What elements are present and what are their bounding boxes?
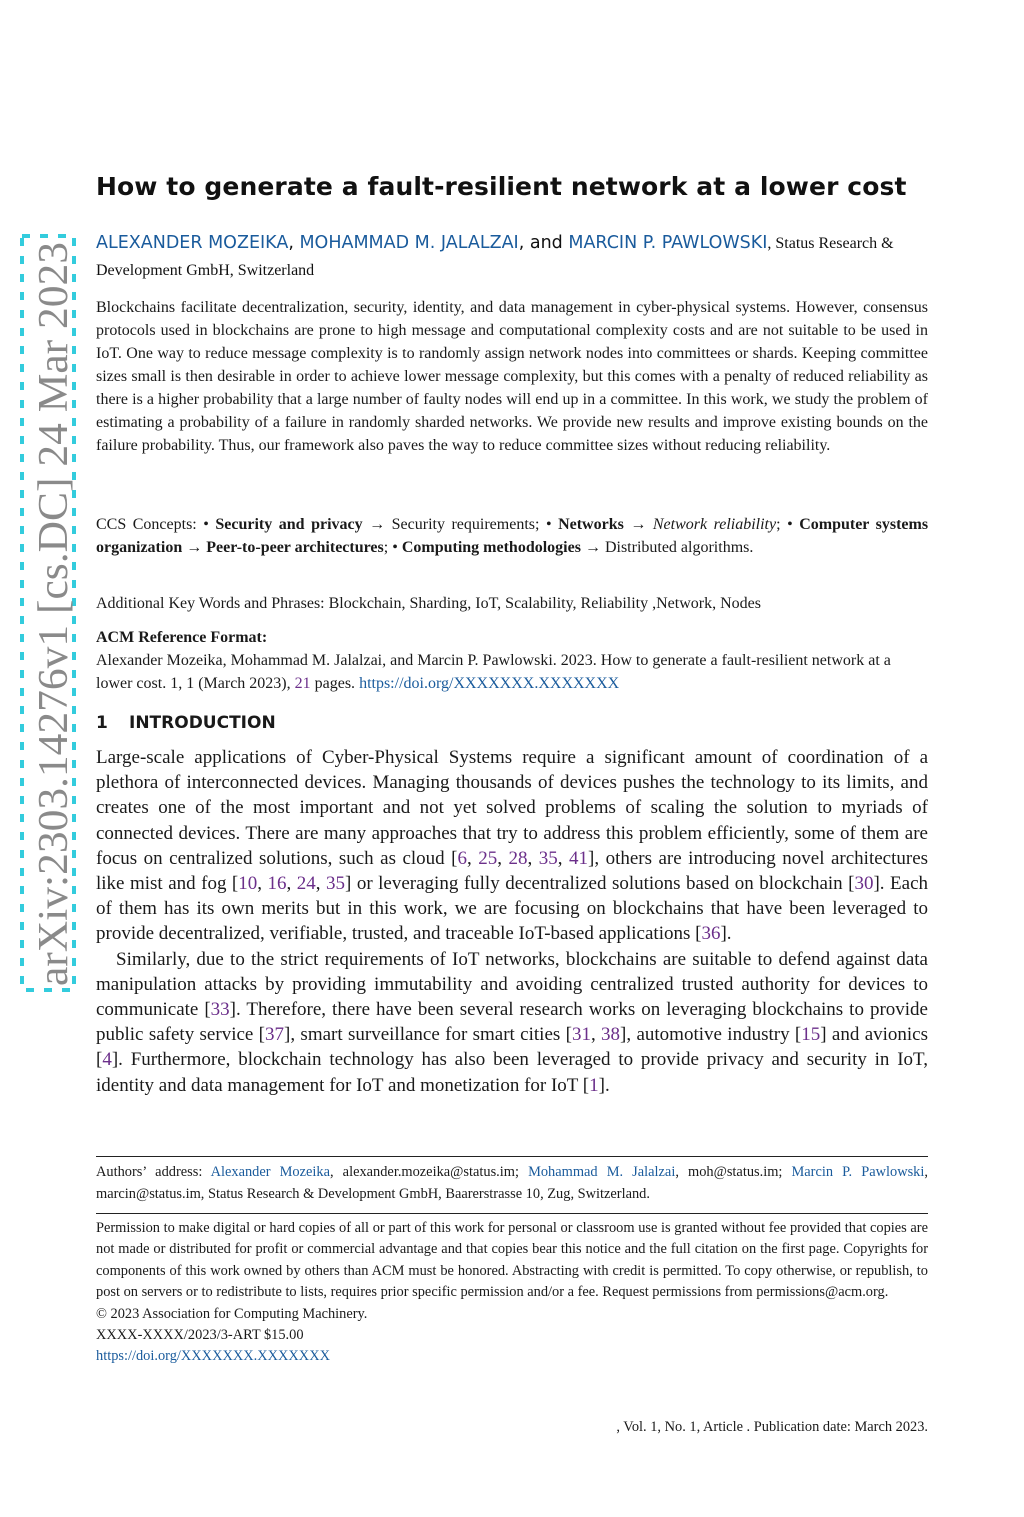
ccs-concept-2: Networks xyxy=(558,516,624,533)
paragraph-text: Similarly, due to the strict requirements of IoT networks, blockchains are suitable to defend against data manipulation attacks by providing immutability and avoiding centralized trusted authority for devices to communicate [ xyxy=(96,948,928,1021)
paragraph-text: ], others are introducing novel architectures like mist and fog [ xyxy=(96,847,929,895)
ccs-text: → xyxy=(623,516,653,533)
citation-link[interactable]: 38 xyxy=(601,1024,621,1046)
citation-link[interactable]: 6 xyxy=(457,847,467,869)
ccs-concept-3: Computer systems organization → Peer-to-peer architectures xyxy=(96,516,929,556)
paper-title: How to generate a fault-resilient network at a lower cost xyxy=(96,172,907,201)
author-list xyxy=(96,230,932,284)
address-text: , moh@status.im; xyxy=(675,1164,792,1180)
ccs-concept-2-sub: Network reliability xyxy=(652,516,777,533)
ccs-concept-1: Security and privacy xyxy=(215,516,363,533)
paragraph-text: ], automotive industry [ xyxy=(620,1024,802,1046)
acm-reference xyxy=(96,626,928,695)
arxiv-stamp xyxy=(12,234,80,994)
arxiv-id-text: arXiv:2303.14276v1 [cs.DC] 24 Mar 2023 xyxy=(30,258,77,986)
section-heading xyxy=(96,713,928,733)
author-separator: , xyxy=(288,233,300,253)
address-text: , alexander.mozeika@status.im; xyxy=(330,1164,529,1180)
address-text: , marcin@status.im, Status Research & Development GmbH, Baarerstrasse 10, Zug, Switzerland. xyxy=(96,1164,928,1202)
authors-address xyxy=(96,1161,928,1205)
paragraph-text: ]. xyxy=(720,923,732,945)
section-number: 1 xyxy=(96,713,108,733)
citation-link[interactable]: 35 xyxy=(538,847,558,869)
paragraph-text: Large-scale applications of Cyber-Physical Systems require a significant amount of coordination of a plethora of interconnected devices. Managing thousands of devices pushes the technology to its limits, and creates one of the most important and not yet solved problems of scaling the solution to myriads of connected devices. There are many approaches that try to address this problem efficiently, some of them are focus on centralized solutions, such as cloud [ xyxy=(96,747,928,869)
section-title: INTRODUCTION xyxy=(129,713,276,733)
paragraph-text: ] and avionics [ xyxy=(96,1024,929,1071)
author-name-1[interactable]: ALEXANDER MOZEIKA xyxy=(96,233,289,253)
citation-link[interactable]: 36 xyxy=(701,923,721,945)
introduction-body xyxy=(96,745,928,1098)
author-link-3[interactable]: Marcin P. Pawlowski xyxy=(791,1164,925,1180)
address-text: Authors’ address: xyxy=(96,1164,211,1180)
paragraph-text: ]. Each of them has its own merits but in this work, we are focusing on blockchains that have been leveraged to provide decentralized, verifiable, trusted, and traceable IoT-based applications [ xyxy=(96,873,929,945)
author-name-2[interactable]: MOHAMMAD M. JALALZAI xyxy=(299,233,519,253)
isbn-line: XXXX-XXXX/2023/3-ART $15.00 xyxy=(96,1327,304,1344)
citation-link[interactable]: 25 xyxy=(478,847,498,869)
ccs-prefix: CCS Concepts: • xyxy=(96,516,216,533)
citation-link[interactable]: 4 xyxy=(102,1049,112,1071)
footnote-divider xyxy=(96,1156,928,1157)
acm-reference-heading: ACM Reference Format: xyxy=(96,629,268,646)
author-separator: , and xyxy=(518,233,569,253)
paragraph-text: ] or leveraging fully decentralized solutions based on blockchain [ xyxy=(345,873,855,895)
author-name-3[interactable]: MARCIN P. PAWLOWSKI xyxy=(568,233,768,253)
paragraph-text: ]. Therefore, there have been several research works on leveraging blockchains to provide public safety service [ xyxy=(96,999,928,1046)
paragraph-text: ]. xyxy=(598,1074,610,1096)
permission-text: Permission to make digital or hard copies of all or part of this work for personal or classroom use is granted without fee provided that copies are not made or distributed for profit or commercial advantage and that copies bear this notice and the full citation on the first page. Copyrights for components of this work owned by others than ACM must be honored. Abstracting with credit is permitted. To copy otherwise, or republish, to post on servers or to redistribute to lists, requires prior specific permission and/or a fee. Request permissions from permissions@acm.org. xyxy=(96,1220,928,1301)
citation-link[interactable]: 33 xyxy=(210,999,230,1021)
keywords: Additional Key Words and Phrases: Blockchain, Sharding, IoT, Scalability, Reliability ,Network, Nodes xyxy=(96,595,761,612)
ccs-text: ; • xyxy=(383,539,402,556)
acm-reference-text: pages. xyxy=(310,675,360,692)
citation-link[interactable]: 35 xyxy=(326,873,346,895)
footnote-divider xyxy=(96,1213,928,1214)
ccs-text: ; • xyxy=(776,516,800,533)
paragraph-text: ], smart surveillance for smart cities [ xyxy=(284,1024,572,1046)
permission-doi-link[interactable]: https://doi.org/XXXXXXX.XXXXXXX xyxy=(96,1348,330,1365)
author-link-1[interactable]: Alexander Mozeika xyxy=(210,1164,330,1180)
paragraph-text: ]. Furthermore, blockchain technology has also been leveraged to provide privacy and security in IoT, identity and data management for IoT and monetization for IoT [ xyxy=(96,1049,928,1096)
citation-link[interactable]: 31 xyxy=(571,1024,591,1046)
citation-link[interactable]: 28 xyxy=(508,847,528,869)
page-footer: , Vol. 1, No. 1, Article . Publication date: March 2023. xyxy=(616,1419,928,1435)
citation-link[interactable]: 37 xyxy=(265,1024,285,1046)
permission-notice xyxy=(96,1218,928,1368)
citation-link[interactable]: 10 xyxy=(238,873,258,895)
page-count-link[interactable]: 21 xyxy=(294,675,311,692)
acm-reference-body xyxy=(96,649,928,695)
paragraph: Large-scale applications of Cyber-Physical Systems require a significant amount of coordination of a plethora of interconnected devices. Managing thousands of devices pushes the technology to its limits, and creates one of the most important and not yet solved problems of scaling the solution to myriads of connected devices. There are many approaches that try to address this problem efficiently, some of them are focus on centralized solutions, such as cloud [6, 25, 28, 35, 41], others are introducing novel architectures like mist and fog [10, 16, 24, 35] or leveraging fully decentralized solutions based on blockchain [30]. Each of them has its own merits but in this work, we are focusing on blockchains that have been leveraged to provide decentralized, verifiable, trusted, and traceable IoT-based applications [36]. xyxy=(96,747,929,945)
citation-link[interactable]: 1 xyxy=(589,1074,599,1096)
citation-link[interactable]: 15 xyxy=(801,1024,821,1046)
ccs-concept-4: Computing methodologies xyxy=(401,539,581,556)
ccs-concepts xyxy=(96,513,928,559)
doi-link[interactable]: https://doi.org/XXXXXXX.XXXXXXX xyxy=(359,675,620,692)
paragraph: Similarly, due to the strict requirements of IoT networks, blockchains are suitable to defend against data manipulation attacks by providing immutability and avoiding centralized trusted authority for devices to communicate [33]. Therefore, there have been several research works on leveraging blockchains to provide public safety service [37], smart surveillance for smart cities [31, 38], automotive industry [15] and avionics [4]. Furthermore, blockchain technology has also been leveraged to provide privacy and security in IoT, identity and data management for IoT and monetization for IoT [1]. xyxy=(96,948,929,1096)
acm-reference-text: Alexander Mozeika, Mohammad M. Jalalzai, and Marcin P. Pawlowski. 2023. How to generate a fault-resilient network at a lower cost. 1, 1 (March 2023), xyxy=(96,652,891,692)
author-link-2[interactable]: Mohammad M. Jalalzai xyxy=(528,1164,676,1180)
ccs-text: → Security requirements; • xyxy=(362,516,559,533)
arxiv-stamp-svg xyxy=(12,234,80,994)
ccs-text: → Distributed algorithms. xyxy=(580,539,754,556)
citation-link[interactable]: 41 xyxy=(569,847,588,869)
abstract: Blockchains facilitate decentralization, security, identity, and data management in cyber-physical systems. However, consensus protocols used in blockchains are prone to high message and computational complexity costs and are not suitable to be used in IoT. One way to reduce message complexity is to randomly assign network nodes into committees or shards. Keeping committee sizes small is then desirable in order to achieve lower message complexity, but this comes with a penalty of reduced reliability as there is a higher probability that a large number of faulty nodes will end up in a committee. In this work, we study the problem of estimating a probability of a failure in randomly sharded networks. We provide new results and improve existing bounds on the failure probability. Thus, our framework also paves the way to reduce committee sizes without reducing reliability. xyxy=(96,299,928,454)
citation-link[interactable]: 24 xyxy=(296,873,316,895)
citation-link[interactable]: 30 xyxy=(854,873,874,895)
author-affiliation: , Status Research & Development GmbH, Switzerland xyxy=(96,235,894,279)
copyright-line: © 2023 Association for Computing Machinery. xyxy=(96,1305,368,1322)
citation-link[interactable]: 16 xyxy=(267,873,287,895)
